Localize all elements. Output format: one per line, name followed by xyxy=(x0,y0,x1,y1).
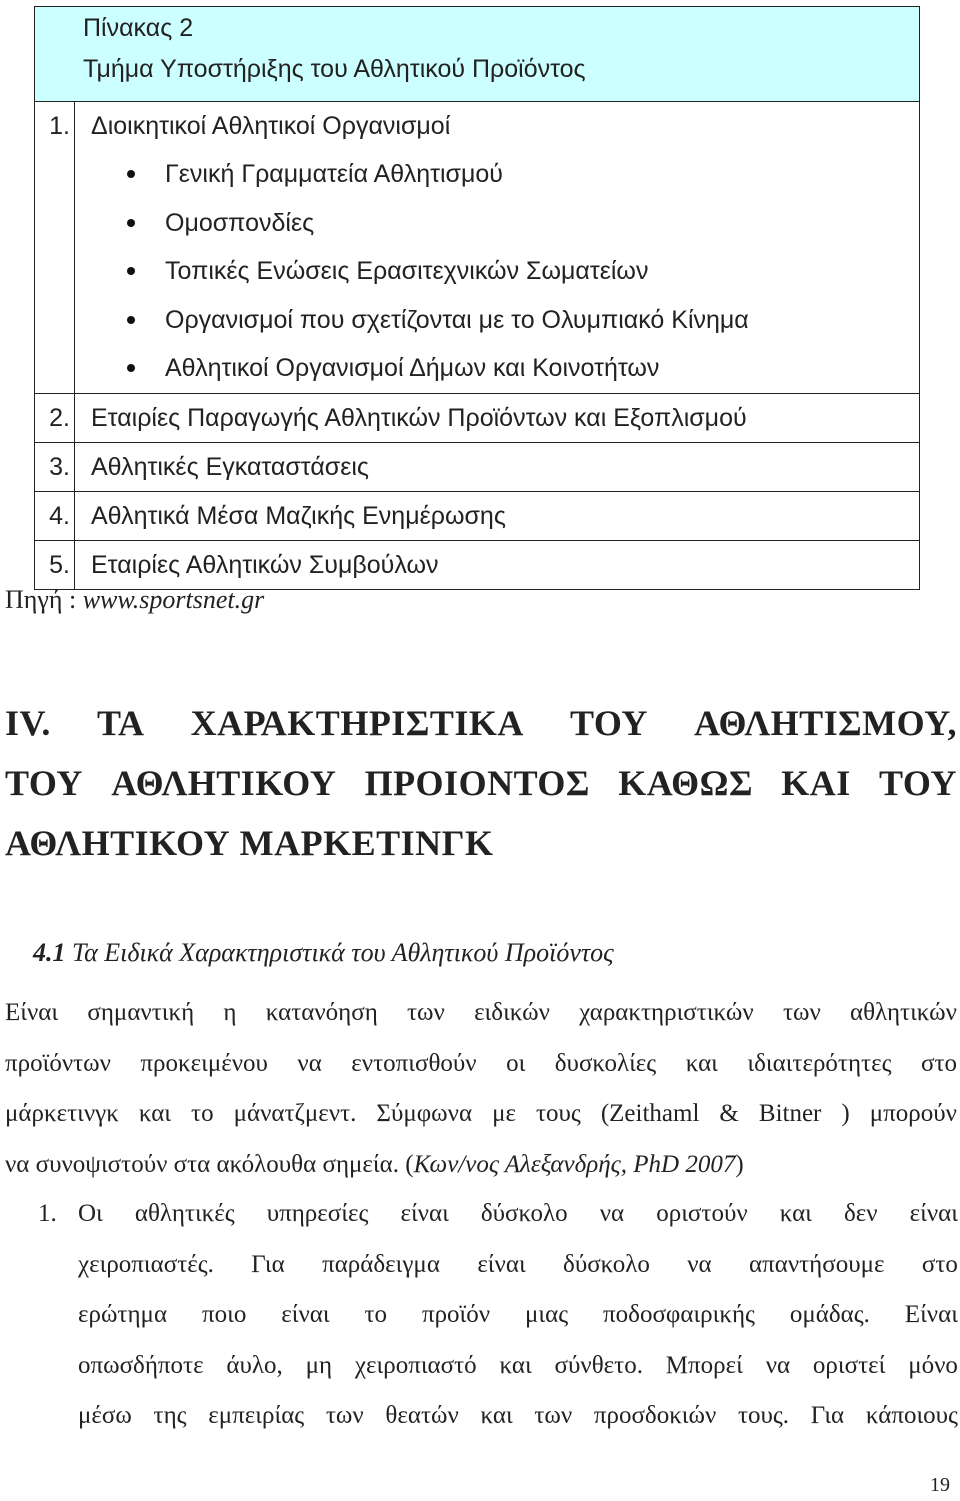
word: είναι xyxy=(477,1250,526,1278)
row-text-cell xyxy=(75,102,920,394)
word: ιδιαιτερότητες xyxy=(747,1049,892,1077)
word: Σύμφωνα xyxy=(376,1100,473,1127)
word: δύσκολο xyxy=(480,1200,568,1227)
bullet-text: Ομοσπονδίες xyxy=(165,208,315,237)
word: τους. xyxy=(737,1402,790,1429)
word: να xyxy=(765,1351,791,1379)
word: Οι xyxy=(78,1200,103,1227)
word: και xyxy=(685,1049,718,1077)
table-row xyxy=(35,491,920,540)
bullet-text: Τοπικές Ενώσεις Ερασιτεχνικών Σωματείων xyxy=(165,257,649,286)
list-line xyxy=(78,1341,958,1392)
heading-word: ΤΟΥ xyxy=(570,703,648,743)
list-item xyxy=(91,247,919,296)
bullet-text: Αθλητικοί Οργανισμοί Δήμων και Κοινοτήτων xyxy=(165,354,660,383)
word: ειδικών xyxy=(474,999,550,1026)
row-text-cell xyxy=(75,491,920,540)
word: κάποιους xyxy=(865,1402,958,1429)
word: απαντήσουμε xyxy=(749,1250,885,1278)
table-row xyxy=(35,102,920,394)
word: της xyxy=(153,1402,187,1429)
bullet-dot-icon xyxy=(127,267,135,275)
word: Για xyxy=(251,1250,285,1278)
heading-word: ΤΟΥ xyxy=(5,763,83,803)
heading-word: ΤΑ xyxy=(96,703,145,743)
heading-line-2 xyxy=(5,753,957,813)
word: μιας xyxy=(525,1301,569,1328)
row-text: Αθλητικά Μέσα Μαζικής Ενημέρωσης xyxy=(91,501,506,530)
word: προσδοκιών xyxy=(593,1402,717,1429)
row-number-cell xyxy=(35,393,75,442)
row-text: Εταιρίες Αθλητικών Συμβούλων xyxy=(91,550,439,579)
row-text: Εταιρίες Παραγωγής Αθλητικών Προϊόντων και Εξοπλισμού xyxy=(91,403,747,432)
table-row xyxy=(35,442,920,491)
word: ποιο xyxy=(201,1301,247,1328)
word: μπορούν xyxy=(869,1100,957,1127)
word: χειροπιαστές. xyxy=(78,1250,214,1278)
word: σημαντική xyxy=(87,999,195,1026)
word: μόνο xyxy=(908,1351,958,1379)
heading-word: ΤΟΥ xyxy=(879,763,957,803)
list-item xyxy=(91,296,919,345)
row-text: Διοικητικοί Αθλητικοί Οργανισμοί xyxy=(91,112,451,140)
word: δύσκολο xyxy=(563,1250,650,1278)
list-item xyxy=(91,344,919,393)
heading-word: ΑΘΛΗΤΙΣΜΟΥ, xyxy=(694,703,957,743)
word: να xyxy=(297,1049,322,1077)
word: θεατών xyxy=(385,1402,459,1429)
word: των xyxy=(782,999,821,1026)
word: ) xyxy=(841,1100,850,1127)
word: μέσω xyxy=(78,1402,132,1429)
table-row xyxy=(35,540,920,589)
word: στο xyxy=(921,1250,958,1278)
word: Για xyxy=(810,1402,845,1429)
word: στο xyxy=(920,1049,957,1077)
list-number: 1. xyxy=(38,1200,57,1227)
word: ερώτημα xyxy=(78,1301,168,1328)
section-heading xyxy=(5,693,957,873)
list-line xyxy=(78,1189,958,1240)
paragraph-line xyxy=(5,988,957,1039)
word: ομάδας. xyxy=(789,1301,870,1328)
row-text: Αθλητικές Εγκαταστάσεις xyxy=(91,452,369,481)
word: κατανόηση xyxy=(265,999,378,1026)
citation: Κων/νος Αλεξανδρής, PhD 2007 xyxy=(413,1150,736,1178)
subsection-title: Τα Ειδικά Χαρακτηριστικά του Αθλητικού Προϊόντος xyxy=(72,938,614,967)
word: και xyxy=(480,1402,513,1429)
heading-line-1 xyxy=(5,693,957,753)
word: μάρκετινγκ xyxy=(5,1100,119,1127)
bullet-dot-icon xyxy=(127,170,135,178)
table-row xyxy=(35,393,920,442)
paragraph-line xyxy=(5,1140,957,1191)
row-number-cell xyxy=(35,491,75,540)
word: Μπορεί xyxy=(665,1351,743,1379)
word: δυσκολίες xyxy=(554,1049,657,1077)
paragraph-line xyxy=(5,1089,957,1140)
word: είναι xyxy=(400,1200,449,1227)
word: εμπειρίας xyxy=(208,1402,305,1429)
list-line xyxy=(78,1391,958,1442)
word: με xyxy=(492,1100,516,1127)
heading-word: ΚΑΙ xyxy=(781,763,851,803)
bullet-dot-icon xyxy=(127,316,135,324)
word: το xyxy=(364,1301,388,1328)
word: μάνατζμεντ. xyxy=(233,1100,357,1127)
word: τους xyxy=(535,1100,581,1127)
word: αθλητικών xyxy=(849,999,957,1026)
word: Είναι xyxy=(904,1301,958,1328)
word: μη xyxy=(305,1351,333,1379)
heading-word: ΑΘΛΗΤΙΚΟΥ xyxy=(111,763,337,803)
word: να xyxy=(599,1200,625,1227)
word: το xyxy=(191,1100,214,1127)
word: σύνθετο. xyxy=(554,1351,643,1379)
bullet-text: Γενική Γραμματεία Αθλητισμού xyxy=(165,160,503,188)
paragraph-text: ) xyxy=(735,1150,744,1178)
word: και xyxy=(138,1100,172,1127)
table-source xyxy=(5,585,264,615)
row-number: 3. xyxy=(49,452,70,481)
word: οι xyxy=(506,1049,526,1077)
word: να xyxy=(687,1250,712,1278)
word: ποδοσφαιρικής xyxy=(603,1301,755,1328)
word: υπηρεσίες xyxy=(266,1200,369,1227)
word: & xyxy=(719,1100,739,1127)
row-number-cell xyxy=(35,102,75,394)
word: χειροπιαστό xyxy=(354,1351,477,1379)
word: προκειμένου xyxy=(140,1049,268,1077)
word: είναι xyxy=(281,1301,330,1328)
row-text-cell xyxy=(75,393,920,442)
word: Είναι xyxy=(5,999,59,1026)
word: η xyxy=(223,999,237,1026)
heading-word: IV. xyxy=(5,703,51,743)
source-label: Πηγή : xyxy=(5,585,77,614)
row-number-cell xyxy=(35,442,75,491)
row-number: 4. xyxy=(49,501,70,530)
word: και xyxy=(499,1351,532,1379)
heading-word: ΧΑΡΑΚΤΗΡΙΣΤΙΚΑ xyxy=(190,703,524,743)
word: των xyxy=(407,999,445,1026)
support-table-container xyxy=(34,6,920,590)
subsection-number: 4.1 xyxy=(33,938,66,967)
word: οριστεί xyxy=(812,1351,886,1379)
heading-word: ΠΡΟΙΟΝΤΟΣ xyxy=(364,763,590,803)
list-item xyxy=(78,1189,958,1442)
subsection-heading xyxy=(33,938,614,968)
word: οπωσδήποτε xyxy=(78,1351,204,1379)
body-paragraph xyxy=(5,988,957,1190)
word: άυλο, xyxy=(226,1351,283,1379)
paragraph-line xyxy=(5,1039,957,1090)
word: εντοπισθούν xyxy=(351,1049,477,1077)
list-item xyxy=(91,150,919,199)
bullet-dot-icon xyxy=(127,364,135,372)
row-number-cell xyxy=(35,540,75,589)
table-header-cell xyxy=(35,7,920,102)
heading-line-3: ΑΘΛΗΤΙΚΟΥ ΜΑΡΚΕΤΙΝΓΚ xyxy=(5,823,494,863)
row-text-cell xyxy=(75,442,920,491)
list-item xyxy=(91,199,919,248)
source-url: www.sportsnet.gr xyxy=(82,585,265,614)
word: οριστούν xyxy=(656,1200,748,1227)
table-subtitle: Τμήμα Υποστήριξης του Αθλητικού Προϊόντος xyxy=(83,55,586,83)
row-number: 2. xyxy=(49,403,70,432)
word: αθλητικές xyxy=(134,1200,235,1227)
word: προϊόν xyxy=(421,1301,491,1328)
bullet-text: Οργανισμοί που σχετίζονται με το Ολυμπιακό Κίνημα xyxy=(165,305,749,334)
row-text-cell xyxy=(75,540,920,589)
support-table xyxy=(34,6,920,590)
row-number: 1. xyxy=(49,112,70,140)
bullet-list xyxy=(91,150,919,393)
word: Bitner xyxy=(758,1100,822,1127)
numbered-list xyxy=(38,1189,958,1442)
heading-word: ΚΑΘΩΣ xyxy=(618,763,753,803)
list-line xyxy=(78,1240,958,1291)
row-number: 5. xyxy=(49,550,70,579)
word: δεν xyxy=(843,1200,878,1227)
word: και xyxy=(779,1200,812,1227)
table-title: Πίνακας 2 xyxy=(83,14,194,42)
word: χαρακτηριστικών xyxy=(579,999,754,1026)
word: είναι xyxy=(909,1200,958,1227)
word: παράδειγμα xyxy=(322,1250,440,1278)
list-line xyxy=(78,1290,958,1341)
word: των xyxy=(534,1402,573,1429)
bullet-dot-icon xyxy=(127,219,135,227)
paragraph-text: να συνοψιστούν στα ακόλουθα σημεία. ( xyxy=(5,1150,414,1178)
word: (Zeithaml xyxy=(600,1100,700,1127)
word: των xyxy=(325,1402,364,1429)
word: προϊόντων xyxy=(5,1049,111,1077)
page-number: 19 xyxy=(930,1474,950,1496)
